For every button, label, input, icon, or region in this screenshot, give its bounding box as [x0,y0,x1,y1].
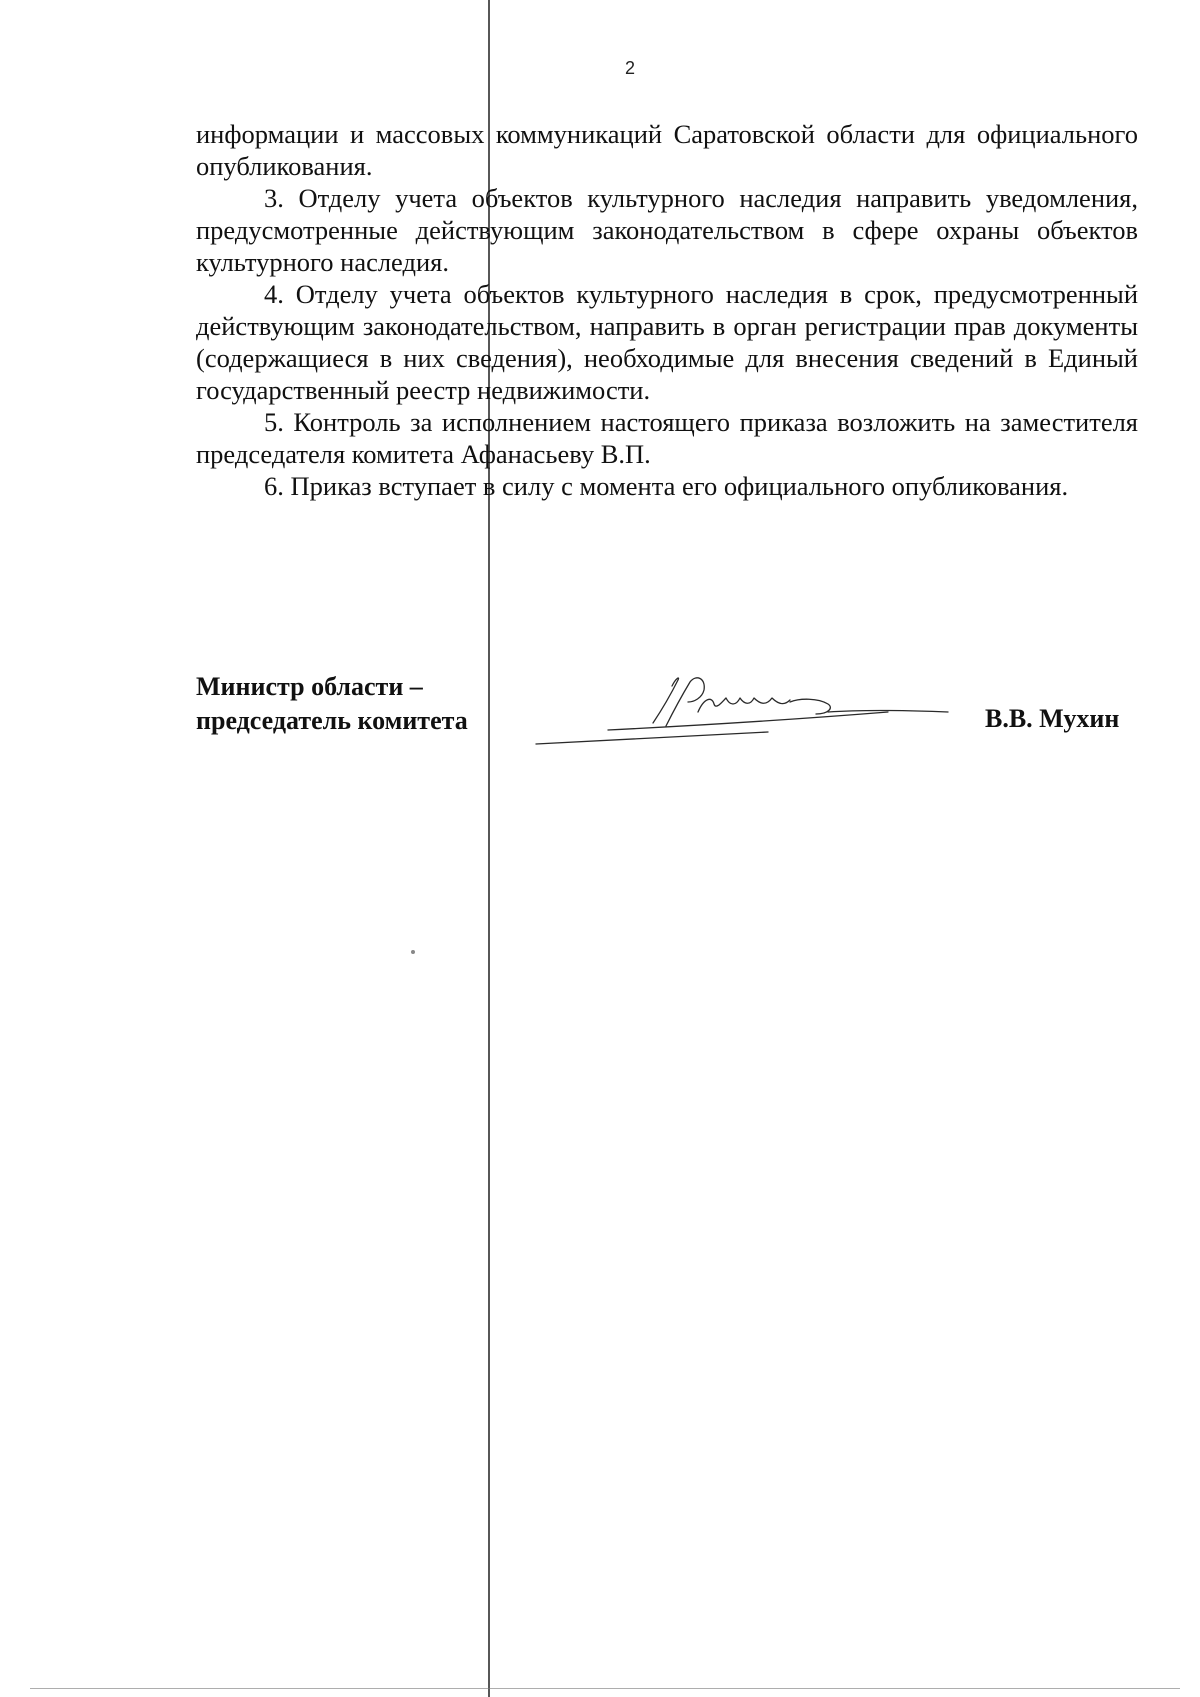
paragraph-continuation: информации и массовых коммуникаций Саратовской области для официального опубликования. [196,119,1138,181]
scan-bottom-edge [30,1688,1180,1689]
scan-speck [411,950,415,954]
paragraph-item-5: 5. Контроль за исполнением настоящего приказа возложить на заместителя председателя комитета Афанасьеву В.П. [196,407,1138,469]
handwritten-signature [528,668,968,748]
signatory-position-line-1: Министр области – [196,672,423,701]
signatory-position-line-2: председатель комитета [196,706,468,735]
signatory-name: В.В. Мухин [985,704,1120,733]
paragraph-item-6: 6. Приказ вступает в силу с момента его официального опубликования. [264,471,1069,501]
signatory-position [196,670,468,738]
page-number: 2 [624,58,635,78]
paragraph-item-4: 4. Отделу учета объектов культурного наследия в срок, предусмотренный действующим законодательством, направить в орган регистрации прав документы (содержащиеся в них сведения), необходимые для внесения сведений в Единый государственный реестр недвижимости. [196,279,1138,405]
paragraph-item-3: 3. Отделу учета объектов культурного наследия направить уведомления, предусмотренные действующим законодательством в сфере охраны объектов культурного наследия. [196,183,1138,277]
document-body [196,118,1138,502]
